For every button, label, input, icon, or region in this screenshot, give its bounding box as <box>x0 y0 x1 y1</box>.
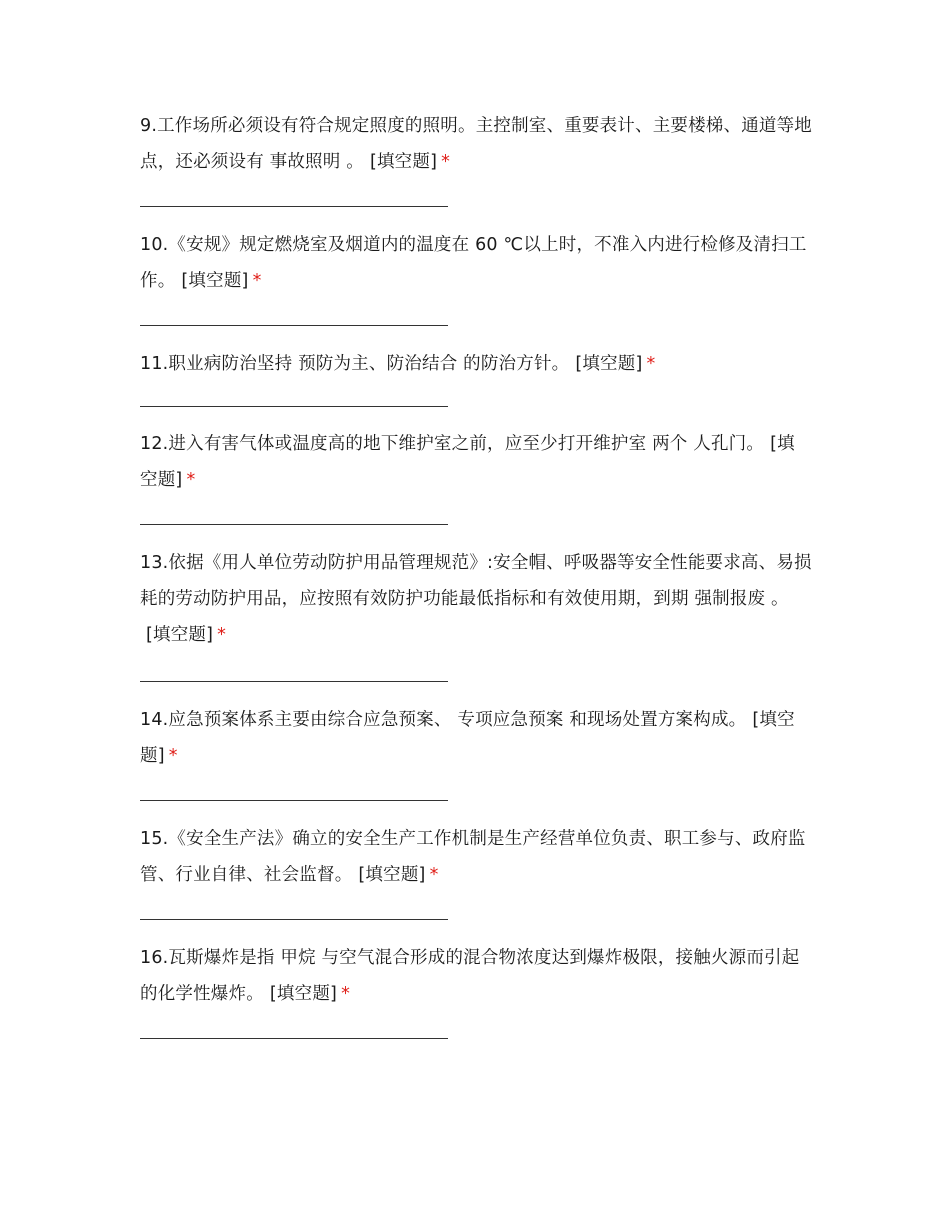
answer-blank-10[interactable] <box>140 325 448 326</box>
question-15 <box>140 821 812 893</box>
question-type: [填空题] <box>358 865 426 885</box>
required-marker: * <box>341 984 351 1004</box>
question-type: [填空题] <box>181 271 249 291</box>
question-9 <box>140 108 812 180</box>
question-text: 14.应急预案体系主要由综合应急预案、 专项应急预案 和现场处置方案构成。 <box>140 710 747 730</box>
question-text: 16.瓦斯爆炸是指 甲烷 与空气混合形成的混合物浓度达到爆炸极限，接触火源而引起的化学性爆炸。 <box>140 948 800 1004</box>
question-text: 10.《安规》规定燃烧室及烟道内的温度在 60 ℃以上时，不准入内进行检修及清扫工作。 <box>140 235 807 291</box>
question-16 <box>140 940 812 1012</box>
required-marker: * <box>646 354 656 374</box>
required-marker: * <box>217 625 227 645</box>
question-type: [填空题] <box>146 625 214 645</box>
required-marker: * <box>441 152 451 172</box>
question-11 <box>140 346 812 382</box>
question-10 <box>140 227 812 299</box>
answer-blank-14[interactable] <box>140 800 448 801</box>
answer-blank-12[interactable] <box>140 524 448 525</box>
required-marker: * <box>186 470 196 490</box>
answer-blank-15[interactable] <box>140 919 448 920</box>
answer-blank-9[interactable] <box>140 206 448 207</box>
answer-blank-11[interactable] <box>140 406 448 407</box>
answer-blank-13[interactable] <box>140 681 448 682</box>
question-text: 9.工作场所必须设有符合规定照度的照明。主控制室、重要表计、主要楼梯、通道等地点，还必须设有 事故照明 。 <box>140 116 812 172</box>
question-text: 11.职业病防治坚持 预防为主、防治结合 的防治方针。 <box>140 354 570 374</box>
question-type: [填空题] <box>140 434 795 490</box>
question-12 <box>140 426 812 498</box>
question-text: 13.依据《用人单位劳动防护用品管理规范》:安全帽、呼吸器等安全性能要求高、易损耗的劳动防护用品，应按照有效防护功能最低指标和有效使用期，到期 强制报废 。 <box>140 553 812 609</box>
question-text: 12.进入有害气体或温度高的地下维护室之前，应至少打开维护室 两个 人孔门。 <box>140 434 765 454</box>
required-marker: * <box>168 746 178 766</box>
question-13 <box>140 545 812 653</box>
question-type: [填空题] <box>369 152 438 172</box>
question-text: 15.《安全生产法》确立的安全生产工作机制是生产经营单位负责、职工参与、政府监管、行业自律、社会监督。 <box>140 829 806 885</box>
question-14 <box>140 702 812 774</box>
question-type: [填空题] <box>140 710 795 766</box>
required-marker: * <box>429 865 439 885</box>
answer-blank-16[interactable] <box>140 1038 448 1039</box>
required-marker: * <box>252 271 262 291</box>
question-type: [填空题] <box>575 354 643 374</box>
question-type: [填空题] <box>269 984 338 1004</box>
